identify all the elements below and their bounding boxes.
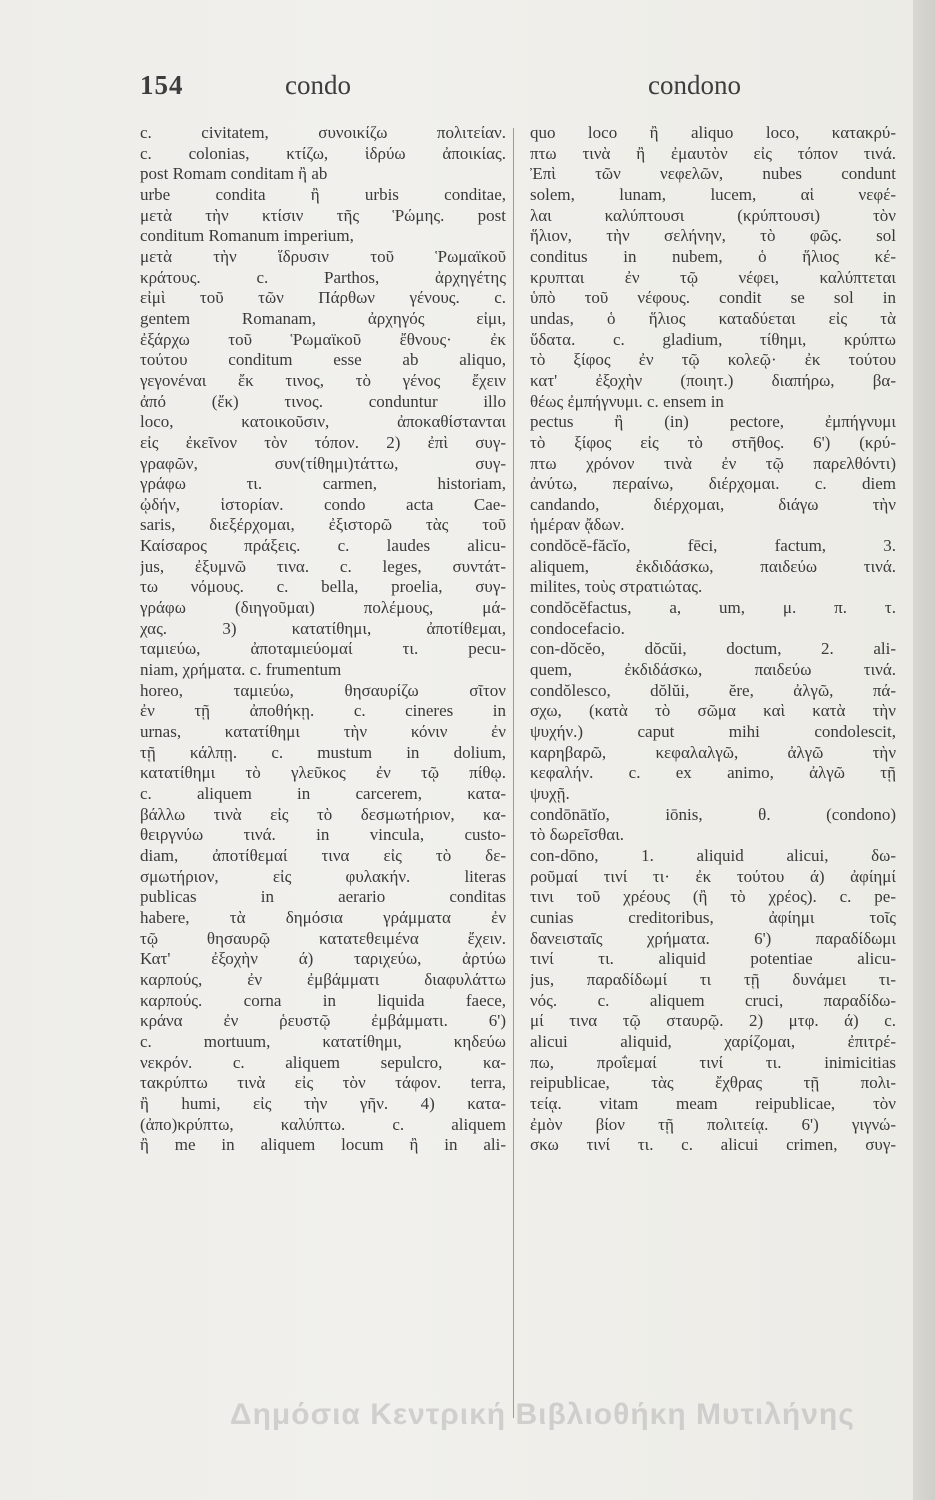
text-line: γεγονέναι ἔκ τινος, τὸ γένος ἔχειν <box>140 370 506 390</box>
text-line: (ἀπο)κρύπτω, καλύπτω. c. aliquem <box>140 1114 506 1134</box>
text-line: solem, lunam, lucem, αἱ νεφέ- <box>530 184 896 204</box>
text-line: urbe condita ἢ urbis conditae, <box>140 184 506 204</box>
text-line: εἰμὶ τοῦ τῶν Πάρθων γένους. c. <box>140 288 506 308</box>
text-line: σχω, (κατὰ τὸ σῶμα καὶ κατὰ τὴν <box>530 701 896 721</box>
text-line: τινι τοῦ χρέους (ἢ τὸ χρέος). c. pe- <box>530 887 896 907</box>
text-line: ἐν τῇ ἀποθήκῃ. c. cineres in <box>140 701 506 721</box>
text-line: Καίσαρος πράξεις. c. laudes alicu- <box>140 536 506 556</box>
text-line: condŏcĕfactus, a, um, μ. π. τ. <box>530 598 896 618</box>
text-line: undas, ὁ ἥλιος καταδύεται εἰς τὰ <box>530 308 896 328</box>
text-line: quo loco ἢ aliquo loco, κατακρύ- <box>530 123 896 142</box>
text-line: jus, ἐξυμνῶ τινα. c. leges, συντάτ- <box>140 556 506 576</box>
text-line: reipublicae, τὰς ἔχθρας τῇ πολι- <box>530 1073 896 1093</box>
text-line: ὑπὸ τοῦ νέφους. condit se sol in <box>530 288 896 308</box>
text-line: τινί τι. aliquid potentiae alicu- <box>530 949 896 969</box>
column-divider <box>513 128 514 1418</box>
text-line: πω, προΐεμαί τινί τι. inimicitias <box>530 1052 896 1072</box>
page-number: 154 <box>140 70 184 100</box>
text-line: γραφῶν, συν(τίθημι)τάττω, συγ- <box>140 453 506 473</box>
text-line: τούτου conditum esse ab aliquo, <box>140 350 506 370</box>
text-line: pectus ἢ (in) pectore, ἐμπήγνυμι <box>530 412 896 432</box>
text-line: δανεισταῖς χρήματα. 6') παραδίδωμι <box>530 928 896 948</box>
text-line: σμωτήριον, εἰς φυλακήν. literas <box>140 866 506 886</box>
text-line: niam, χρήματα. c. frumentum <box>140 660 342 680</box>
text-line: μετὰ τὴν κτίσιν τῆς Ῥώμης. post <box>140 205 506 225</box>
text-line: gentem Romanam, ἀρχηγός εἰμι, <box>140 308 506 328</box>
text-line: βάλλω τινὰ εἰς τὸ δεσμωτήριον, κα- <box>140 804 506 824</box>
text-line: πτω χρόνον τινὰ ἐν τῷ παρελθόντι) <box>530 453 896 473</box>
text-line: urnas, κατατίθημι τὴν κόνιν ἐν <box>140 722 506 742</box>
text-line: quem, ἐκδιδάσκω, παιδεύω τινά. <box>530 660 896 680</box>
text-line: γράφω (διηγοῦμαι) πολέμους, μά- <box>140 598 506 618</box>
text-line: κατ' ἐξοχὴν (ποιητ.) διαπήρω, βα- <box>530 370 896 390</box>
text-line: ἢ humi, εἰς τὴν γῆν. 4) κατα- <box>140 1093 506 1113</box>
text-line: τω νόμους. c. bella, proelia, συγ- <box>140 577 506 597</box>
text-line: aliquem, ἐκδιδάσκω, παιδεύω τινά. <box>530 556 896 576</box>
text-line: Κατ' ἐξοχὴν ά) ταριχεύω, ἀρτύω <box>140 949 506 969</box>
text-line: con-dŏcĕo, dŏcŭi, doctum, 2. ali- <box>530 639 896 659</box>
text-line: μετὰ τὴν ἵδρυσιν τοῦ Ῥωμαϊκοῦ <box>140 246 506 266</box>
text-line: jus, παραδίδωμί τι τῇ δυνάμει τι- <box>530 969 896 989</box>
text-line: con-dōno, 1. aliquid alicui, δω- <box>530 845 896 865</box>
page-edge <box>913 0 935 1500</box>
text-line: condŏcĕ-făcĭo, fēci, factum, 3. <box>530 536 896 556</box>
text-line: ἐξάρχω τοῦ Ῥωμαϊκοῦ ἔθνους· ἐκ <box>140 329 506 349</box>
text-line: c. colonias, κτίζω, ἱδρύω ἀποικίας. <box>140 143 506 163</box>
text-line: ψυχήν.) caput mihi condolescit, <box>530 722 896 742</box>
text-line: τῇ κάλπῃ. c. mustum in dolium, <box>140 742 506 762</box>
text-line: c. aliquem in carcerem, κατα- <box>140 784 506 803</box>
text-line: καρπούς. corna in liquida faece, <box>140 990 506 1010</box>
text-line: καρπούς, ἐν ἐμβάμματι διαφυλάττω <box>140 969 506 989</box>
text-line: τὸ ξίφος εἰς τὸ στῆθος. 6') (κρύ- <box>530 432 896 452</box>
text-line: ροῦμαί τινί τι· ἐκ τούτου ά) ἀφίημί <box>530 866 896 886</box>
text-line: θειργνύω τινά. in vincula, custo- <box>140 825 506 845</box>
text-line: ἐμὸν βίον τῇ πολιτείᾳ. 6') γιγνώ- <box>530 1114 896 1134</box>
text-line: ᾠδήν, ἱστορίαν. condo acta Cae- <box>140 494 506 514</box>
left-column <box>140 123 506 1156</box>
right-guide-word: condono <box>648 70 741 100</box>
text-line: condōnātĭo, iōnis, θ. (condono) <box>530 804 896 824</box>
left-guide-word: condo <box>285 70 351 100</box>
text-line: νός. c. aliquem cruci, παραδίδω- <box>530 990 896 1010</box>
text-line: ἢ me in aliquem locum ἢ in ali- <box>140 1135 506 1155</box>
text-line: cunias creditoribus, ἀφίημι τοῖς <box>530 907 896 927</box>
text-line: τείᾳ. vitam meam reipublicae, τὸν <box>530 1093 896 1113</box>
text-line: ψυχῇ. <box>530 784 570 803</box>
text-line: publicas in aerario conditas <box>140 887 506 907</box>
text-line: loco, κατοικοῦσιν, ἀποκαθίστανται <box>140 412 506 432</box>
text-line: κατατίθημι τὸ γλεῦκος ἐν τῷ πίθῳ. <box>140 763 506 783</box>
text-line: τῷ θησαυρῷ κατατεθειμένα ἔχειν. <box>140 928 506 948</box>
text-line: post Romam conditam ἢ ab <box>140 164 328 184</box>
text-line: κρυπται ἐν τῷ νέφει, καλύπτεται <box>530 267 896 287</box>
text-line: λαι καλύπτουσι (κρύπτουσι) τὸν <box>530 205 896 225</box>
text-line: ταμιεύω, ἀποταμιεύομαί τι. pecu- <box>140 639 506 659</box>
running-head <box>140 70 780 110</box>
text-line: ἡμέραν ᾄδων. <box>530 515 625 535</box>
text-line: καρηβαρῶ, κεφαλαλγῶ, ἀλγῶ τὴν <box>530 742 896 762</box>
right-column <box>530 123 896 1156</box>
text-line: habere, τὰ δημόσια γράμματα ἐν <box>140 907 506 927</box>
text-line: alicui aliquid, χαρίζομαι, ἐπιτρέ- <box>530 1031 896 1051</box>
text-line: condŏlesco, dŏlŭi, ĕre, ἀλγῶ, πά- <box>530 680 896 700</box>
text-line: milites, τοὺς στρατιώτας. <box>530 577 703 597</box>
text-line: κράνα ἐν ῥευστῷ ἐμβάμματι. 6') <box>140 1011 506 1031</box>
text-line: ὕδατα. c. gladium, τίθημι, κρύπτω <box>530 329 896 349</box>
text-line: χας. 3) κατατίθημι, ἀποτίθεμαι, <box>140 618 506 638</box>
text-line: diam, ἀποτίθεμαί τινα εἰς τὸ δε- <box>140 845 506 865</box>
text-line: γράφω τι. carmen, historiam, <box>140 474 506 494</box>
text-line: μί τινα τῷ σταυρῷ. 2) μτφ. ά) c. <box>530 1011 896 1031</box>
text-line: c. mortuum, κατατίθημι, κηδεύω <box>140 1031 506 1051</box>
text-line: θέως ἐμπήγνυμι. c. ensem in <box>530 391 724 411</box>
text-line: saris, διεξέρχομαι, ἐξιστορῶ τὰς τοῦ <box>140 515 506 535</box>
text-line: τακρύπτω τινὰ εἰς τὸν τάφον. terra, <box>140 1073 506 1093</box>
text-line: τὸ ξίφος ἐν τῷ κολεῷ· ἐκ τούτου <box>530 350 896 370</box>
text-line: νεκρόν. c. aliquem sepulcro, κα- <box>140 1052 506 1072</box>
text-line: εἰς ἐκεῖνον τὸν τόπον. 2) ἐπὶ συγ- <box>140 432 506 452</box>
text-line: πτω τινὰ ἢ ἐμαυτὸν εἰς τόπον τινά. <box>530 143 896 163</box>
text-line: ἥλιον, τὴν σελήνην, τὸ φῶς. sol <box>530 226 896 246</box>
library-watermark: Δημόσια Κεντρική Βιβλιοθήκη Μυτιλήνης <box>230 1398 855 1431</box>
text-line: horeo, ταμιεύω, θησαυρίζω σῖτον <box>140 680 506 700</box>
text-line: ἀνύτω, περαίνω, διέρχομαι. c. diem <box>530 474 896 494</box>
text-line: conditus in nubem, ὁ ἥλιος κέ- <box>530 246 896 266</box>
text-line: c. civitatem, συνοικίζω πολιτείαν. <box>140 123 506 142</box>
text-line: κράτους. c. Parthos, ἀρχηγέτης <box>140 267 506 287</box>
text-line: conditum Romanum imperium, <box>140 226 354 246</box>
text-line: Ἐπὶ τῶν νεφελῶν, nubes condunt <box>530 164 896 184</box>
text-line: κεφαλήν. c. ex animo, ἀλγῶ τῇ <box>530 763 896 783</box>
text-line: ἀπό (ἔκ) τινος. conduntur illo <box>140 391 506 411</box>
text-line: τὸ δωρεῖσθαι. <box>530 825 625 845</box>
text-line: candando, διέρχομαι, διάγω τὴν <box>530 494 896 514</box>
text-line: σκω τινί τι. c. alicui crimen, συγ- <box>530 1135 896 1155</box>
text-line: condocefacio. <box>530 618 625 638</box>
